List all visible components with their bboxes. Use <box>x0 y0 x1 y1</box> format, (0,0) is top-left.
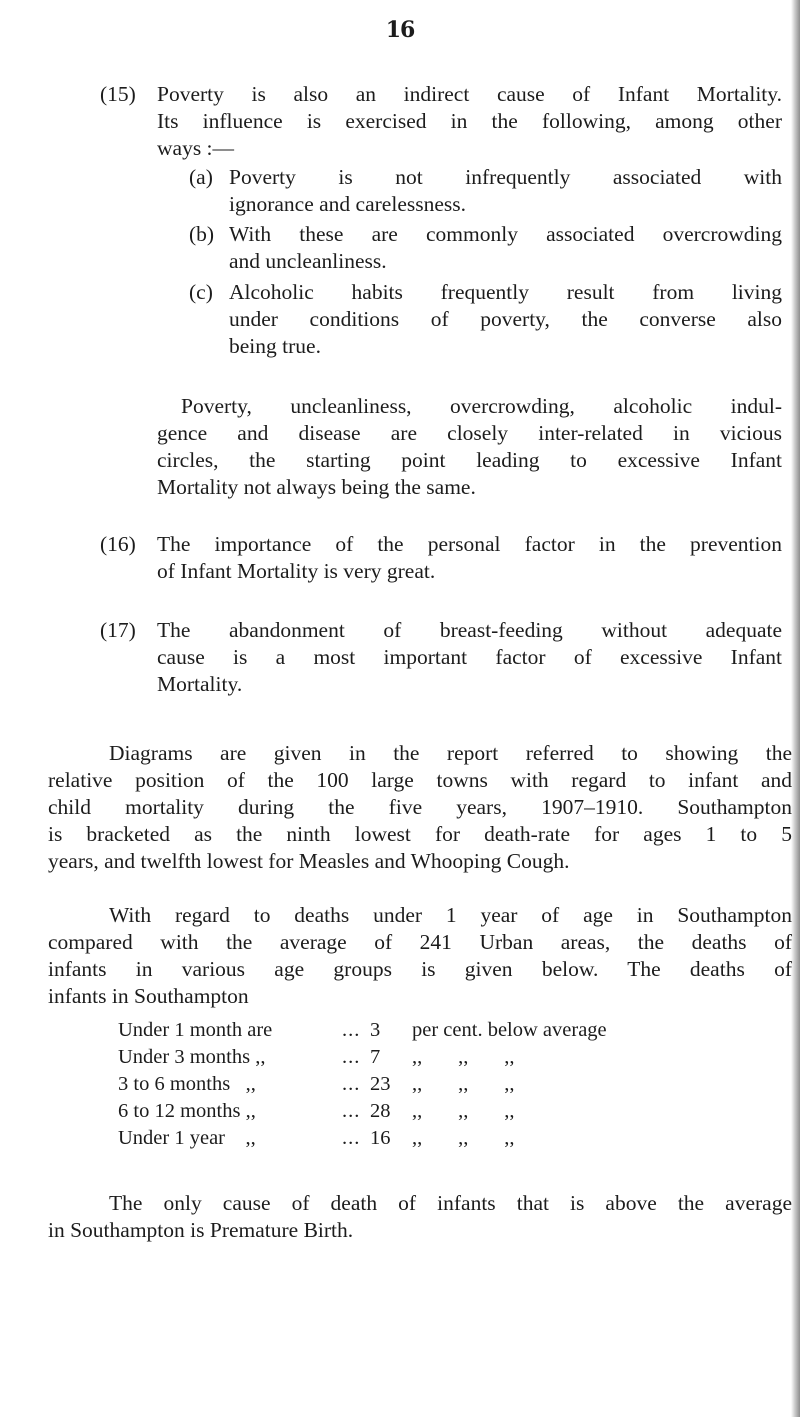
subitem-c <box>189 279 782 360</box>
value-cell: 28 <box>370 1100 391 1122</box>
text-line: cause is a most important factor of excessive Infant <box>157 645 782 669</box>
text-line: Mortality not always being the same. <box>157 475 476 499</box>
text-line: is bracketed as the ninth lowest for death-rate for ages 1 to 5 <box>48 822 792 846</box>
subitem-b-text <box>229 221 782 275</box>
text-line: infants in Southampton <box>48 984 249 1008</box>
age-group-cell: Under 3 months ,, <box>118 1046 266 1068</box>
text-line: infants in various age groups is given below. The deaths of <box>48 957 792 981</box>
text-line: With these are commonly associated overcrowding <box>229 222 782 246</box>
note-cell: ,, ,, ,, <box>412 1100 515 1122</box>
subitem-c-text <box>229 279 782 360</box>
note-cell: ,, ,, ,, <box>412 1046 515 1068</box>
age-group-cell: 6 to 12 months ,, <box>118 1100 256 1122</box>
item-15-summary <box>157 393 782 501</box>
subitem-a <box>189 164 782 218</box>
value-cell: 3 <box>370 1019 381 1041</box>
note-cell: per cent. below average <box>412 1019 607 1041</box>
text-line: Mortality. <box>157 672 243 696</box>
text-line: in Southampton is Premature Birth. <box>48 1218 354 1242</box>
item-number: (15) <box>100 82 136 106</box>
age-group-cell: 3 to 6 months ,, <box>118 1073 256 1095</box>
text-line: child mortality during the five years, 1907–1910. Southampton <box>48 795 792 819</box>
text-line: ways :— <box>157 136 235 160</box>
subitem-label: (b) <box>189 222 215 246</box>
list-item-16 <box>100 531 782 585</box>
text-line: years, and twelfth lowest for Measles and Whooping Cough. <box>48 849 570 873</box>
dot-leader: ... <box>342 1100 361 1122</box>
item-15-text <box>157 81 782 162</box>
age-group-cell: Under 1 month are <box>118 1019 273 1041</box>
value-cell: 23 <box>370 1073 391 1095</box>
text-line: Diagrams are given in the report referred to showing the <box>109 741 792 765</box>
subitem-label: (a) <box>189 165 213 189</box>
text-line: Alcoholic habits frequently result from living <box>229 280 782 304</box>
item-16-text <box>157 531 782 585</box>
paragraph-conclusion <box>48 1190 792 1244</box>
text-line: under conditions of poverty, the converse also <box>229 307 782 331</box>
subitem-a-text <box>229 164 782 218</box>
dot-leader: ... <box>342 1046 361 1068</box>
list-item-17 <box>100 617 782 698</box>
note-cell: ,, ,, ,, <box>412 1127 515 1149</box>
text-line: The importance of the personal factor in the prevention <box>157 532 782 556</box>
text-line: ignorance and carelessness. <box>229 192 466 216</box>
text-line: Poverty, uncleanliness, overcrowding, alcoholic indul- <box>181 394 782 418</box>
paragraph-diagrams <box>48 740 792 875</box>
value-cell: 7 <box>370 1046 381 1068</box>
text-line: Poverty is not infrequently associated with <box>229 165 782 189</box>
text-line: of Infant Mortality is very great. <box>157 559 436 583</box>
dot-leader: ... <box>342 1073 361 1095</box>
text-line: and uncleanliness. <box>229 249 387 273</box>
dot-leader: ... <box>342 1019 361 1041</box>
text-line: The abandonment of breast-feeding without adequate <box>157 618 782 642</box>
text-line: Poverty is also an indirect cause of Infant Mortality. <box>157 82 782 106</box>
subitem-label: (c) <box>189 280 213 304</box>
text-line: compared with the average of 241 Urban areas, the deaths of <box>48 930 792 954</box>
text-line: gence and disease are closely inter-related in vicious <box>157 421 782 445</box>
text-line: The only cause of death of infants that is above the average <box>109 1191 792 1215</box>
dot-leader: ... <box>342 1127 361 1149</box>
value-cell: 16 <box>370 1127 391 1149</box>
list-item-15 <box>100 81 782 162</box>
item-17-text <box>157 617 782 698</box>
text-line: circles, the starting point leading to excessive Infant <box>157 448 782 472</box>
text-line: Its influence is exercised in the following, among other <box>157 109 782 133</box>
subitem-b <box>189 221 782 275</box>
paragraph-comparison <box>48 902 792 1010</box>
text-line: relative position of the 100 large towns with regard to infant and <box>48 768 792 792</box>
item-number: (16) <box>100 532 136 556</box>
item-number: (17) <box>100 618 136 642</box>
text-line: With regard to deaths under 1 year of age in Southampton <box>109 903 792 927</box>
page-number: 16 <box>385 17 415 43</box>
page-edge-shadow <box>791 0 800 1417</box>
text-line: being true. <box>229 334 321 358</box>
age-group-cell: Under 1 year ,, <box>118 1127 256 1149</box>
note-cell: ,, ,, ,, <box>412 1073 515 1095</box>
